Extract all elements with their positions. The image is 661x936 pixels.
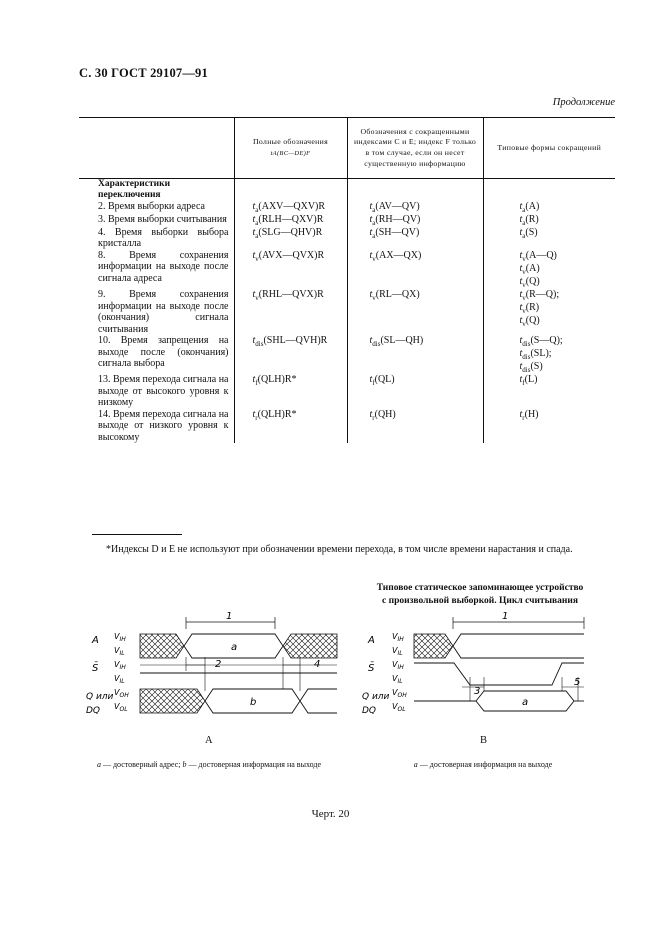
table-row xyxy=(79,335,615,374)
short-designation-cell: $t_r(QH)$ xyxy=(347,409,483,444)
typical-form-line: $t_v(A—Q)$ xyxy=(519,249,557,263)
header-full xyxy=(234,118,347,179)
signal-dq-label: DQ xyxy=(86,706,101,716)
characteristic-cell: 8. Время сохранения информации на выходе после сигнала адреса xyxy=(98,249,229,284)
group-heading: Характеристики переключения xyxy=(98,179,171,200)
header-characteristic xyxy=(79,118,234,179)
page-header: С. 30 ГОСТ 29107—91 xyxy=(79,66,208,80)
full-designation-cell: $t_a(AXV—QXV)R$ xyxy=(234,201,347,214)
full-designation-cell: $t_a(SLG—QHV)R$ xyxy=(234,227,347,250)
characteristic-cell: 9. Время сохранения информации на выходе после (окончания) сигнала считывания xyxy=(98,289,229,335)
dim-4-label: 4 xyxy=(314,659,321,670)
short-designation-cell: $t_{dis}(SL—QH)$ xyxy=(347,335,483,374)
typical-form-line: $t_v(R)$ xyxy=(519,302,540,316)
dim-2-label: 2 xyxy=(215,659,222,670)
table-row xyxy=(79,409,615,444)
vih-label-b: $V_{IH}$ xyxy=(392,632,404,643)
signal-s-label-b: S̄ xyxy=(368,663,375,674)
signal-a-label: A xyxy=(92,635,99,646)
full-designation-cell: $t_r(QLH)R*$ xyxy=(234,409,347,444)
typical-form-cell xyxy=(483,227,615,250)
characteristic-cell: 3. Время выборки считывания xyxy=(98,213,227,225)
typical-form-cell xyxy=(483,409,615,444)
caption-a: a — достоверный адрес; b — достоверная информация на выходе xyxy=(96,760,322,769)
short-designation-cell: $t_f(QL)$ xyxy=(347,374,483,409)
full-designation-cell: $t_a(RLH—QXV)R$ xyxy=(234,214,347,227)
caption-b: a — достоверная информация на выходе xyxy=(413,760,553,769)
figure-title xyxy=(330,582,630,608)
table-row xyxy=(79,289,615,335)
table-row xyxy=(79,250,615,289)
timing-diagram-a xyxy=(86,605,342,735)
typical-form-line: $t_r(H)$ xyxy=(519,408,539,422)
signal-s-label: S̄ xyxy=(92,663,99,674)
typical-form-cell xyxy=(483,214,615,227)
short-designation-cell: $t_a(SH—QV)$ xyxy=(347,227,483,250)
timing-diagram-b xyxy=(362,605,612,735)
typical-form-line: $t_a(S)$ xyxy=(519,226,538,240)
signal-a-label-b: A xyxy=(368,635,375,646)
typical-form-line: $t_v(Q)$ xyxy=(519,315,540,329)
footnote: *Индексы D и E не используют при обозначении времени перехода, в том числе времени нарастания и спада. xyxy=(106,544,573,555)
vol-label-b: $V_{OL}$ xyxy=(392,702,406,713)
dim-1-label-b: 1 xyxy=(502,611,509,622)
typical-form-line: $t_v(R—Q)$; xyxy=(519,289,560,303)
characteristic-cell: 4. Время выборки выбора кристалла xyxy=(98,226,229,250)
table-row xyxy=(79,201,615,214)
continuation-label: Продолжение xyxy=(552,97,615,108)
vil-label: $V_{IL}$ xyxy=(114,646,125,657)
dim-5-label-b: 5 xyxy=(574,677,581,688)
vil-label-b-2: $V_{IL}$ xyxy=(392,674,403,685)
header-full-formula: tA(BC—DE)F xyxy=(270,149,311,157)
table-header-row xyxy=(79,118,615,179)
signal-q-label-b: Q или xyxy=(362,692,390,702)
typical-form-cell xyxy=(483,250,615,289)
table-row xyxy=(79,214,615,227)
figure-title-line1: Типовое статическое запоминающее устройство xyxy=(376,583,584,593)
valid-output-a-b: a xyxy=(522,697,529,708)
vil-label-b: $V_{IL}$ xyxy=(392,646,403,657)
figure-title-line2: с произвольной выборкой. Цикл считывания xyxy=(382,595,578,606)
full-designation-cell: $t_v(RHL—QVX)R$ xyxy=(234,289,347,335)
typical-form-line: $t_{dis}(S)$ xyxy=(519,361,543,375)
designations-table xyxy=(79,117,615,443)
full-designation-cell: $t_{dis}(SHL—QVH)R$ xyxy=(234,335,347,374)
short-designation-cell: $t_a(AV—QV)$ xyxy=(347,201,483,214)
typical-form-line: $t_{dis}(S—Q)$; xyxy=(519,335,563,349)
characteristic-cell: 13. Время перехода сигнала на выходе от высокого уровня к низкому xyxy=(98,374,229,409)
typical-form-cell xyxy=(483,289,615,335)
valid-address-a: a xyxy=(231,642,238,653)
typical-form-line: $t_a(A)$ xyxy=(519,200,540,214)
signal-q-label: Q или xyxy=(86,692,114,702)
header-full-text: Полные обозначения xyxy=(252,137,329,147)
vih-label-2: $V_{IH}$ xyxy=(114,660,126,671)
short-designation-cell: $t_v(RL—QX)$ xyxy=(347,289,483,335)
signal-dq-label-b: DQ xyxy=(362,706,377,716)
voh-label: $V_{OH}$ xyxy=(114,688,129,699)
valid-output-b: b xyxy=(250,697,257,708)
group-heading-row xyxy=(79,179,615,201)
typical-form-cell xyxy=(483,201,615,214)
characteristic-cell: 10. Время запрещения на выходе после (окончания) сигнала выбора xyxy=(98,335,229,370)
characteristic-cell: 14. Время перехода сигнала на выходе от низкого уровня к высокому xyxy=(98,408,229,443)
typical-form-cell xyxy=(483,374,615,409)
vih-label: $V_{IH}$ xyxy=(114,632,126,643)
figure-number: Черт. 20 xyxy=(311,808,350,820)
typical-form-line: $t_{dis}(SL)$; xyxy=(519,348,552,362)
footnote-rule xyxy=(92,534,182,535)
table-row xyxy=(79,374,615,409)
header-typical: Типовые формы сокращений xyxy=(483,118,615,179)
characteristic-cell: 2. Время выборки адреса xyxy=(98,200,205,212)
typical-form-line: $t_a(R)$ xyxy=(519,213,539,227)
vih-label-b-2: $V_{IH}$ xyxy=(392,660,404,671)
typical-form-line: $t_v(A)$ xyxy=(519,262,540,276)
figure-b-label: B xyxy=(480,735,488,746)
voh-label-b: $V_{OH}$ xyxy=(392,688,407,699)
header-short: Обозначения с сокращенными индексами С и Е; индекс F только в том случае, если он несет существенную информацию xyxy=(347,118,483,179)
short-designation-cell: $t_a(RH—QV)$ xyxy=(347,214,483,227)
figure-a-label: A xyxy=(205,735,213,746)
short-designation-cell: $t_v(AX—QX)$ xyxy=(347,250,483,289)
typical-form-line: $t_f(L)$ xyxy=(519,374,538,388)
typical-form-cell xyxy=(483,335,615,374)
full-designation-cell: $t_f(QLH)R*$ xyxy=(234,374,347,409)
dim-1-label: 1 xyxy=(226,611,233,622)
typical-form-line: $t_v(Q)$ xyxy=(519,276,540,290)
table-row xyxy=(79,227,615,250)
vil-label-2: $V_{IL}$ xyxy=(114,674,125,685)
full-designation-cell: $t_v(AVX—QVX)R$ xyxy=(234,250,347,289)
dim-3-label-b: 3 xyxy=(474,686,481,697)
vol-label: $V_{OL}$ xyxy=(114,702,128,713)
